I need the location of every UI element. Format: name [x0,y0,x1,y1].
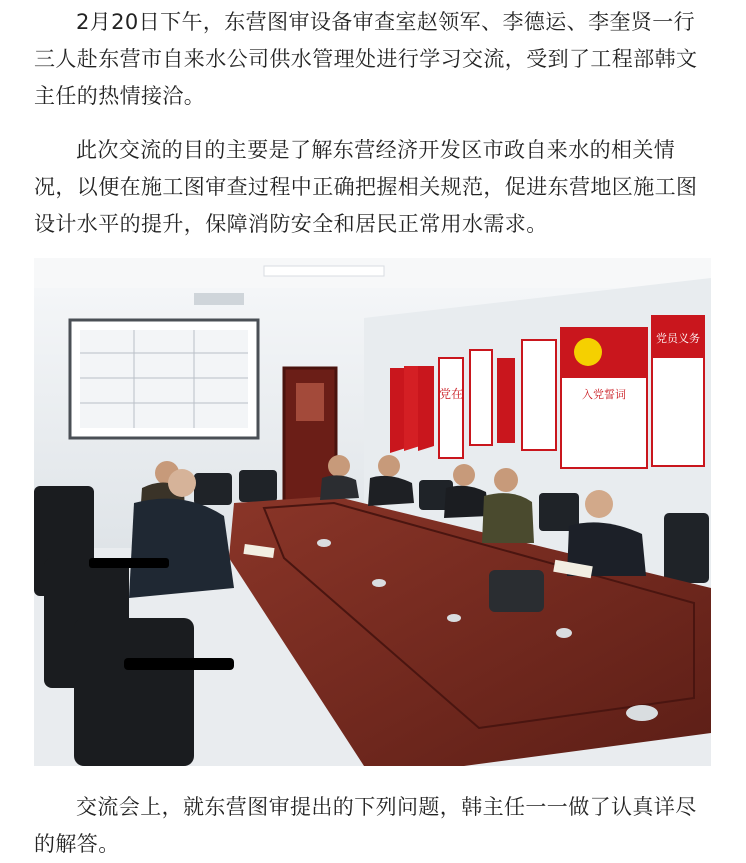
ac-vent [194,293,244,305]
chair-back-1 [194,473,232,505]
paragraph-qa: 交流会上，就东营图审提出的下列问题，韩主任一一做了认真详尽的解答。 [34,795,697,856]
chair-arm-2 [124,658,234,670]
board-oath-label: 入党誓词 [582,388,626,401]
board-flag-banner [497,358,515,443]
screen-content [80,330,248,428]
chair-front-3 [74,618,194,766]
table-outlet-4 [556,628,572,638]
table-outlet-2 [372,579,386,587]
paragraph-intro: 2月20日下午，东营图审设备审查室赵领军、李德运、李奎贤一行三人赴东营市自来水公司供水管理处进行学习交流，受到了工程部韩文主任的热情接洽。 [34,10,698,108]
board-dangzai-label: 党在 [438,387,464,401]
table-outlet-5 [626,705,658,721]
meeting-photo [34,258,711,766]
party-flags [390,366,434,453]
board-dangzai [439,358,463,458]
oath-emblem-bg [561,328,647,378]
board-promise [470,350,492,445]
table-outlet-1 [317,539,331,547]
paragraph-purpose: 此次交流的目的主要是了解东营经济开发区市政自来水的相关情况，以便在施工图审查过程中正确把握相关规范，促进东营地区施工图设计水平的提升，保障消防安全和居民正常用水需求。 [34,138,698,236]
ceiling-light [264,266,384,276]
party-emblem-icon [574,338,602,366]
desktop-speaker [489,570,544,612]
board-duty-label: 党员义务 [656,332,700,345]
chair-back-2 [239,470,277,502]
table-outlet-3 [447,614,461,622]
chair-back-5 [664,513,709,583]
chair-arm-1 [89,558,169,568]
door-window [296,383,324,421]
board-rights [522,340,556,450]
